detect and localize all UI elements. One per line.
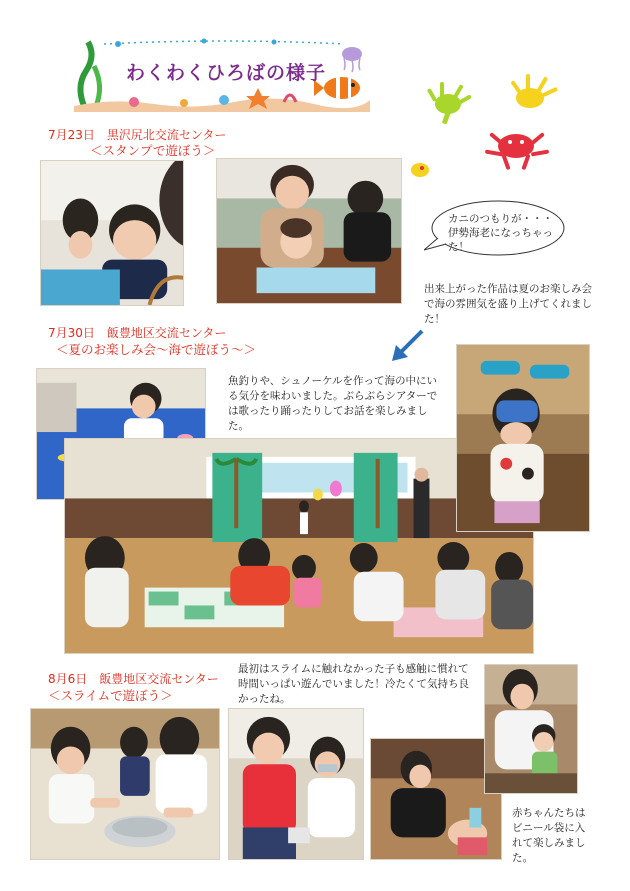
section-3-subtitle: ＜スライムで遊ぼう＞ <box>48 688 173 703</box>
speech-bubble <box>424 198 566 260</box>
section-2-subtitle: ＜夏のお楽しみ会～海で遊ぼう～＞ <box>56 342 257 357</box>
section-2-date: 7月30日 飯豊地区交流センター <box>48 326 227 340</box>
photo-stamp-play-baby <box>40 160 184 306</box>
section-3-date: 8月6日 飯豊地区交流センター <box>48 672 219 686</box>
section-3-caption: 最初はスライムに触れなかった子も感触に慣れて時間いっぱい遊んでいました！冷たくて気持ち良かったね。 <box>238 663 469 705</box>
page-title: わくわくひろばの様子 <box>126 62 327 84</box>
photo-snorkel-child <box>456 344 590 532</box>
section-1-date: 7月23日 黒沢尻北交流センター <box>48 128 227 142</box>
photo-baby-bag-play <box>370 738 502 860</box>
handprint-art <box>400 70 600 190</box>
photo-baby-mother <box>484 664 578 794</box>
arrow-down-icon <box>388 325 428 365</box>
section-1-subtitle: ＜スタンプで遊ぼう＞ <box>90 143 216 158</box>
bubble-text: カニのつもりが・・・伊勢海老になっちゃった！ <box>448 213 553 253</box>
photo-slime-group <box>30 708 220 860</box>
section-3-caption-2: 赤ちゃんたちはビニール袋に入れて楽しみました。 <box>512 807 586 864</box>
title-banner <box>74 36 370 112</box>
section-2-caption: 魚釣りや、シュノーケルを作って海の中にいる気分を味わいました。ぶらぶらシアターでは歌ったり踊ったりしてお話を楽しみました。 <box>228 375 438 432</box>
section-1-caption: 出来上がった作品は夏のお楽しみ会で海の雰囲気を盛り上げてくれました！ <box>424 283 592 325</box>
photo-stamp-play-group <box>216 158 402 304</box>
photo-slime-child <box>228 708 364 860</box>
